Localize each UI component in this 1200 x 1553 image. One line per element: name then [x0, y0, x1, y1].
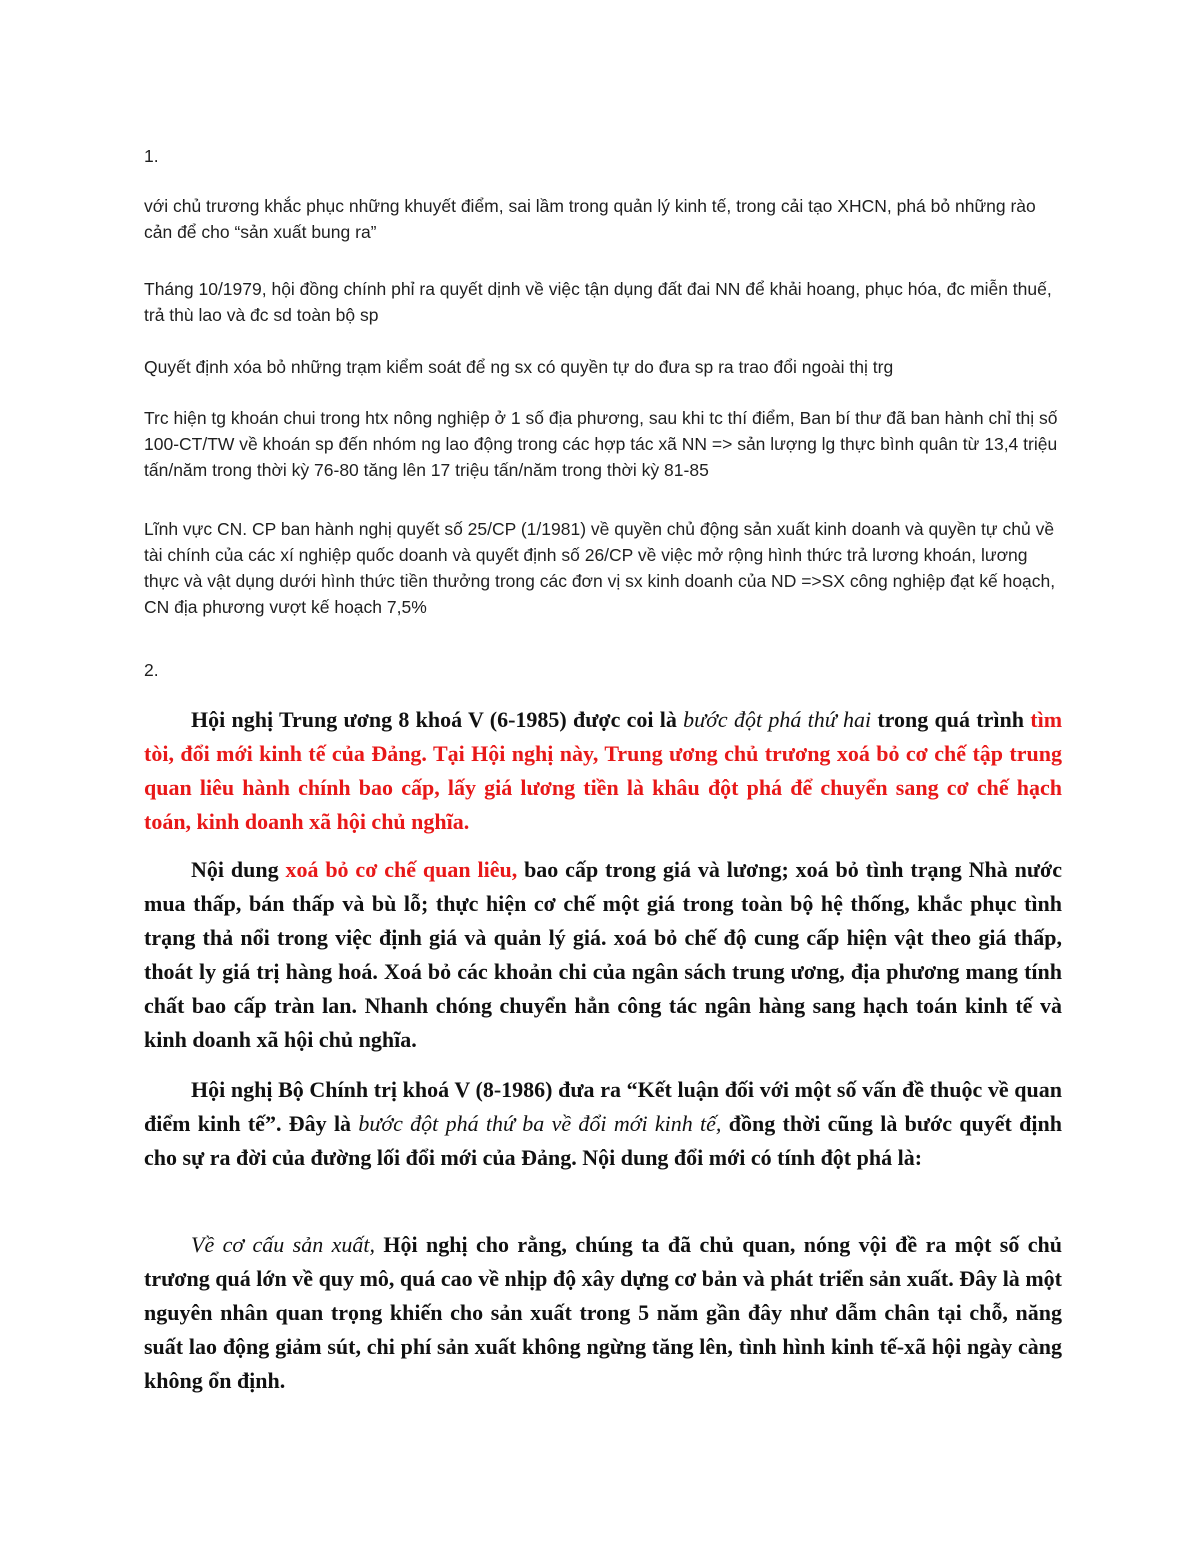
- p1-highlight: tìm tòi, đổi mới kinh tế của Đảng. Tại Hội nghị này, Trung ương chủ trương xoá bỏ cơ chế tập trung quan liêu hành chính bao cấp, lấy giá lương tiền là khâu đột phá để chuyển sang cơ chế hạch toán, kinh doanh xã hội chủ nghĩa.: [144, 707, 1063, 834]
- p3-emphasis: bước đột phá thứ ba về đổi mới kinh tế,: [358, 1111, 722, 1136]
- section-1-paragraph-1: với chủ trương khắc phục những khuyết điểm, sai lầm trong quản lý kinh tế, trong cải tạo XHCN, phá bỏ những rào cản để cho “sản xuất bung ra”: [144, 196, 1036, 242]
- section-1-paragraph-4: Trc hiện tg khoán chui trong htx nông nghiệp ở 1 số địa phương, sau khi tc thí điểm, Ban bí thư đã ban hành chỉ thị số 100-CT/TW về khoán sp đến nhóm ng lao động trong các hợp tác xã NN => sản lượng lg thực bình quân từ 13,4 triệu tấn/năm trong thời kỳ 76-80 tăng lên 17 triệu tấn/năm trong thời kỳ 81-85: [144, 408, 1058, 480]
- p1-text-1: Hội nghị Trung ương 8 khoá V (6-1985) được coi là: [191, 707, 684, 732]
- section-1-paragraph-5: Lĩnh vực CN. CP ban hành nghị quyết số 25/CP (1/1981) về quyền chủ động sản xuất kinh doanh và quyền tự chủ về tài chính của các xí nghiệp quốc doanh và quyết định số 26/CP về việc mở rộng hình thức trả lương khoán, lương thực và vật dụng dưới hình thức tiền thưởng trong các đơn vị sx kinh doanh của ND =>SX công nghiệp đạt kế hoạch, CN địa phương vượt kế hoạch 7,5%: [144, 519, 1056, 617]
- p4-emphasis: Về cơ cấu sản xuất,: [191, 1232, 376, 1257]
- p1-text-2: trong quá trình: [871, 707, 1031, 732]
- p3-text-1: Hội nghị Bộ Chính trị khoá V (8-1986) đưa ra “Kết luận đối với một số vấn đề thuộc về quan điểm kinh tế”. Đây là: [144, 1077, 1062, 1136]
- p4-text-1: Hội nghị cho rằng, chúng ta đã chủ quan, nóng vội đề ra một số chủ trương quá lớn về quy mô, quá cao về nhịp độ xây dựng cơ bản và phát triển sản xuất. Đây là một nguyên nhân quan trọng khiến cho sản xuất trong 5 năm gần đây như dẫm chân tại chỗ, năng suất lao động giảm sút, chi phí sản xuất không ngừng tăng lên, tình hình kinh tế-xã hội ngày càng không ổn định.: [144, 1232, 1062, 1393]
- p1-emphasis: bước đột phá thứ hai: [683, 707, 872, 732]
- section-1-paragraph-3: Quyết định xóa bỏ những trạm kiểm soát để ng sx có quyền tự do đưa sp ra trao đổi ngoài thị trg: [144, 357, 894, 377]
- p3-text-2: đồng thời cũng là bước quyết định cho sự ra đời của đường lối đổi mới của Đảng. Nội dung đổi mới có tính đột phá là:: [144, 1111, 1062, 1170]
- section-1-number: 1.: [144, 146, 159, 166]
- section-2-paragraph-2: [144, 853, 1062, 1057]
- section-1-paragraph-2: Tháng 10/1979, hội đồng chính phỉ ra quyết dịnh về việc tận dụng đất đai NN để khải hoang, phục hóa, đc miễn thuế, trả thù lao và đc sd toàn bộ sp: [144, 279, 1052, 325]
- p2-highlight: xoá bỏ cơ chế quan liêu,: [285, 857, 518, 882]
- p2-text-1: Nội dung: [191, 857, 286, 882]
- p2-text-2: bao cấp trong giá và lương; xoá bỏ tình trạng Nhà nước mua thấp, bán thấp và bù lỗ; thực hiện cơ chế một giá trong toàn bộ hệ thống, khắc phục tình trạng thả nổi trong việc định giá và quản lý giá. xoá bỏ chế độ cung cấp hiện vật theo giá thấp, thoát ly giá trị hàng hoá. Xoá bỏ các khoản chi của ngân sách trung ương, địa phương mang tính chất bao cấp tràn lan. Nhanh chóng chuyển hẳn công tác ngân hàng sang hạch toán kinh tế và kinh doanh xã hội chủ nghĩa.: [144, 857, 1062, 1052]
- section-2-paragraph-3: [144, 1073, 1062, 1175]
- section-2-paragraph-1: [144, 703, 1062, 839]
- section-2-number: 2.: [144, 660, 159, 680]
- section-2-paragraph-4: [144, 1228, 1062, 1398]
